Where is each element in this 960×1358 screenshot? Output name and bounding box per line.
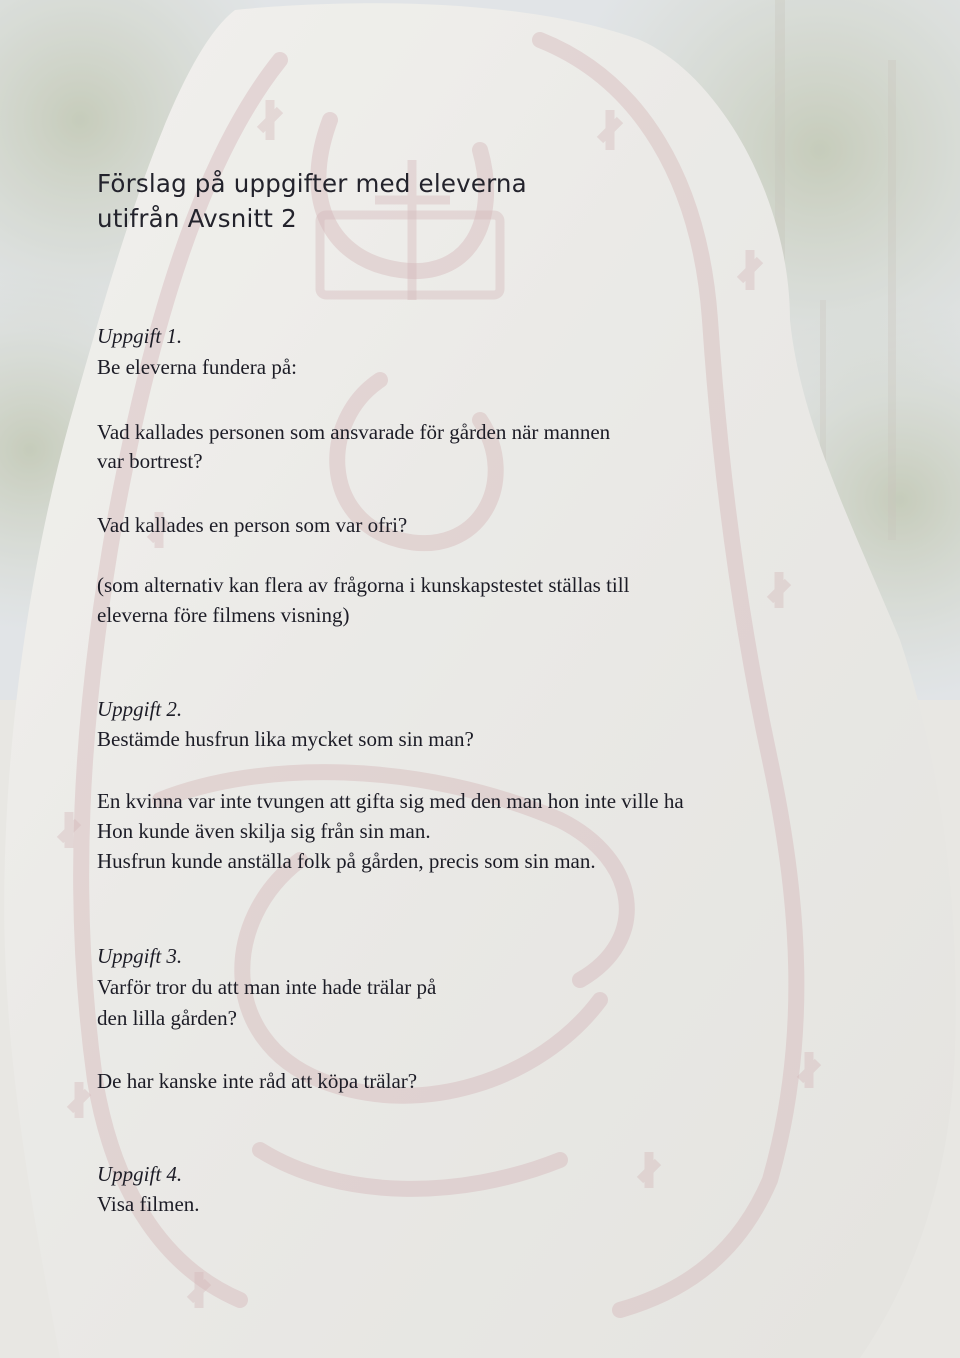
task-3-line: De har kanske inte råd att köpa trälar? [97,1069,418,1093]
page-title [97,166,527,236]
task-1-line: var bortrest? [97,449,203,473]
task-2-line: En kvinna var inte tvungen att gifta sig med den man hon inte ville ha [97,789,684,813]
task-1-line: Vad kallades personen som ansvarade för gården när mannen [97,420,611,444]
task-4-line: Visa filmen. [97,1192,200,1216]
task-2-label: Uppgift 2. [97,697,183,721]
page-title-line-2: utifrån Avsnitt 2 [97,204,297,233]
task-4-label: Uppgift 4. [97,1162,183,1186]
task-1-line: eleverna före filmens visning) [97,603,350,627]
task-3-line: Varför tror du att man inte hade trälar på [97,975,437,999]
task-1-label: Uppgift 1. [97,324,183,348]
task-2-line: Hon kunde även skilja sig från sin man. [97,819,431,843]
task-2-line: Husfrun kunde anställa folk på gården, precis som sin man. [97,849,596,873]
page-title-line-1: Förslag på uppgifter med eleverna [97,169,527,198]
task-3-line: den lilla gården? [97,1006,237,1030]
task-1-line: Be eleverna fundera på: [97,355,297,379]
task-2-line: Bestämde husfrun lika mycket som sin man? [97,727,474,751]
task-1-line: Vad kallades en person som var ofri? [97,513,408,537]
task-1-line: (som alternativ kan flera av frågorna i kunskapstestet ställas till [97,573,630,597]
task-3-label: Uppgift 3. [97,944,183,968]
